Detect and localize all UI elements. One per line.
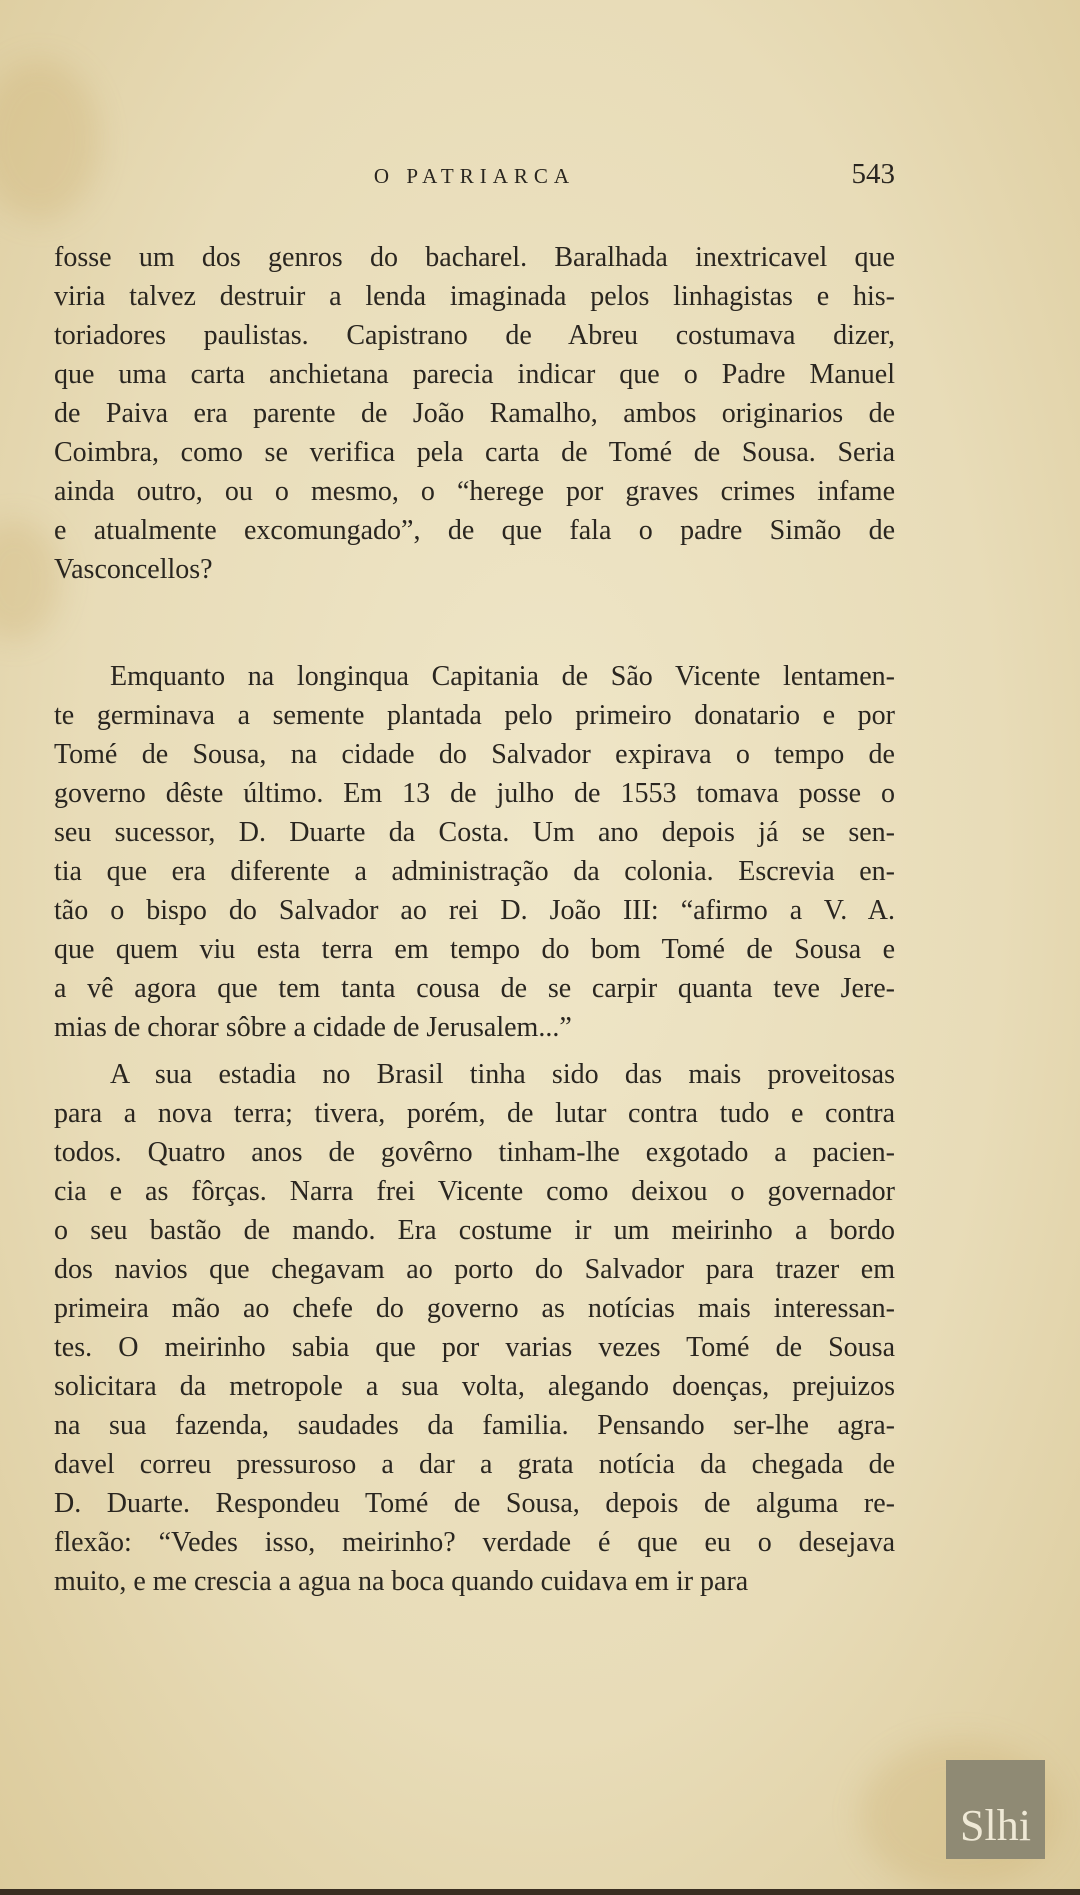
scan-edge — [0, 1889, 1080, 1895]
text-line: e atualmente excomungado”, de que fala o padre Simão de — [54, 515, 895, 546]
text-line: viria talvez destruir a lenda imaginada pelos linhagistas e his- — [54, 281, 895, 312]
text-line: toriadores paulistas. Capistrano de Abreu costumava dizer, — [54, 320, 895, 351]
text-line: de Paiva era parente de João Ramalho, ambos originarios de — [54, 398, 895, 429]
text-line: tia que era diferente a administração da colonia. Escrevia en- — [54, 856, 895, 887]
paragraph — [54, 1055, 895, 1601]
text-line: que uma carta anchietana parecia indicar que o Padre Manuel — [54, 359, 895, 390]
page-body — [54, 238, 895, 1601]
text-line: seu sucessor, D. Duarte da Costa. Um ano depois já se sen- — [54, 817, 895, 848]
text-line: fosse um dos genros do bacharel. Baralhada inextricavel que — [54, 242, 895, 273]
text-line: primeira mão ao chefe do governo as notícias mais interessan- — [54, 1293, 895, 1324]
text-line: o seu bastão de mando. Era costume ir um meirinho a bordo — [54, 1215, 895, 1246]
text-line: a vê agora que tem tanta cousa de se carpir quanta teve Jere- — [54, 973, 895, 1004]
text-line: mias de chorar sôbre a cidade de Jerusalem...” — [54, 1012, 572, 1043]
text-line: tes. O meirinho sabia que por varias vezes Tomé de Sousa — [54, 1332, 895, 1363]
text-line: todos. Quatro anos de govêrno tinham-lhe exgotado a pacien- — [54, 1137, 895, 1168]
text-line: na sua fazenda, saudades da familia. Pensando ser-lhe agra- — [54, 1410, 895, 1441]
text-line: cia e as fôrças. Narra frei Vicente como deixou o governador — [54, 1176, 895, 1207]
paper-stain — [0, 520, 60, 640]
text-line: D. Duarte. Respondeu Tomé de Sousa, depois de alguma re- — [54, 1488, 895, 1519]
page-number: 543 — [851, 158, 895, 190]
text-line: te germinava a semente plantada pelo primeiro donatario e por — [54, 700, 895, 731]
text-line: governo dêste último. Em 13 de julho de 1553 tomava posse o — [54, 778, 895, 809]
watermark-text: Slhi — [960, 1801, 1031, 1850]
text-line: Coimbra, como se verifica pela carta de Tomé de Sousa. Seria — [54, 437, 895, 468]
text-line: Emquanto na longinqua Capitania de São Vicente lentamen- — [110, 661, 895, 692]
text-line: A sua estadia no Brasil tinha sido das mais proveitosas — [110, 1059, 895, 1090]
text-line: davel correu pressuroso a dar a grata notícia da chegada de — [54, 1449, 895, 1480]
text-line: para a nova terra; tivera, porém, de lutar contra tudo e contra — [54, 1098, 895, 1129]
text-line: ainda outro, ou o mesmo, o “herege por graves crimes infame — [54, 476, 895, 507]
text-line: que quem viu esta terra em tempo do bom Tomé de Sousa e — [54, 934, 895, 965]
text-line: muito, e me crescia a agua na boca quando cuidava em ir para — [54, 1566, 749, 1597]
paragraph — [54, 657, 895, 1047]
slhi-watermark-logo — [946, 1760, 1045, 1859]
running-title: O PATRIARCA — [373, 164, 576, 188]
page-header — [54, 158, 895, 198]
text-line: Tomé de Sousa, na cidade do Salvador expirava o tempo de — [54, 739, 895, 770]
text-line: Vasconcellos? — [54, 554, 213, 585]
paragraph — [54, 238, 895, 589]
text-line: dos navios que chegavam ao porto do Salvador para trazer em — [54, 1254, 895, 1285]
text-line: flexão: “Vedes isso, meirinho? verdade é que eu o desejava — [54, 1527, 895, 1558]
text-line: tão o bispo do Salvador ao rei D. João III: “afirmo a V. A. — [54, 895, 895, 926]
text-line: solicitara da metropole a sua volta, alegando doenças, prejuizos — [54, 1371, 895, 1402]
